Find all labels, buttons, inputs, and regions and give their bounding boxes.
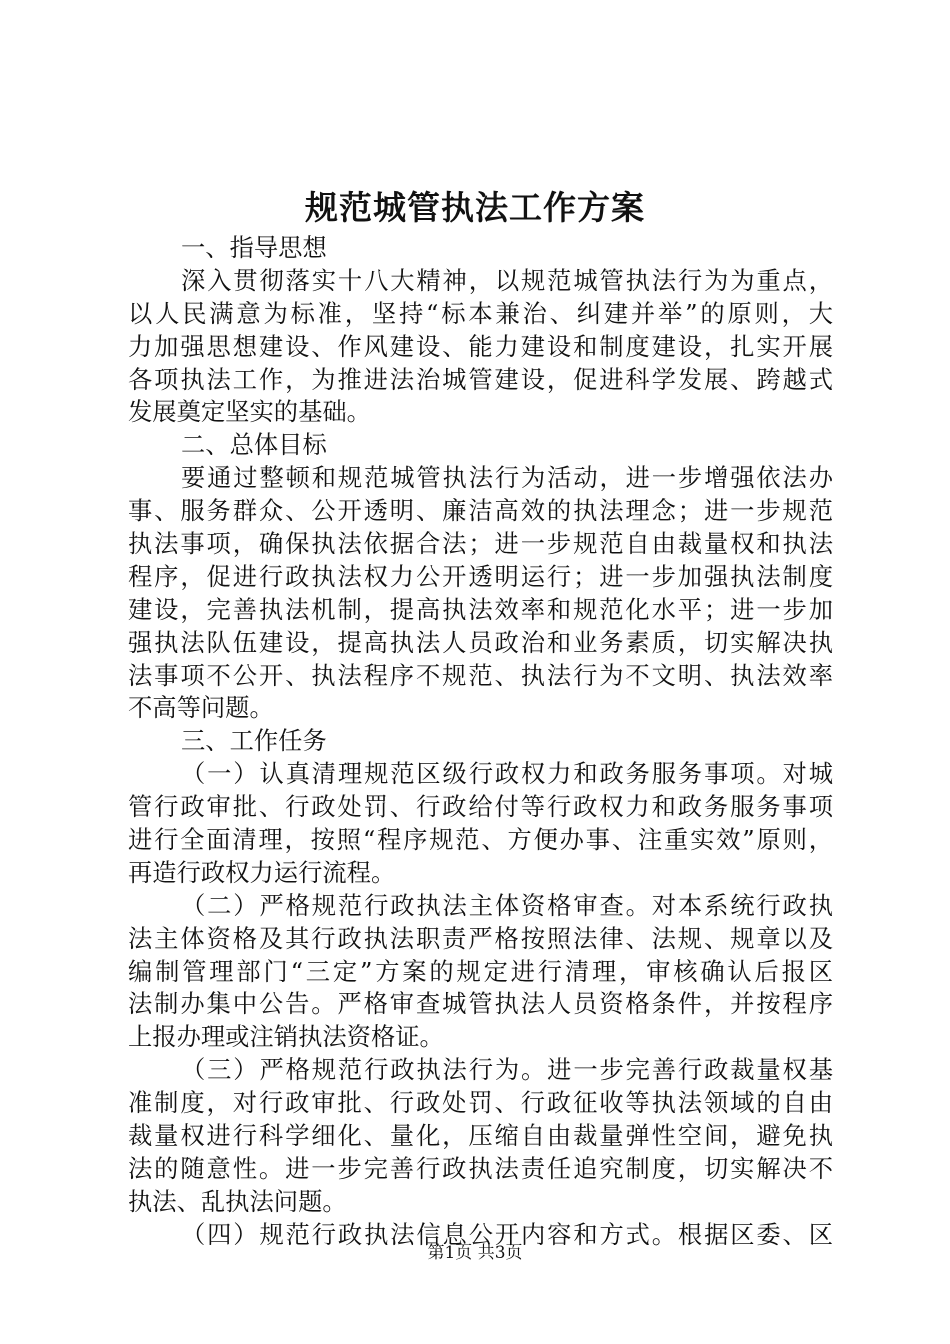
paragraph-line: 裁量权进行科学细化、量化，压缩自由裁量弹性空间，避免执 bbox=[128, 1121, 833, 1151]
paragraph-line: 再造行政权力运行流程。 bbox=[128, 857, 396, 887]
paragraph-line: 管行政审批、行政处罚、行政给付等行政权力和政务服务事项 bbox=[128, 792, 833, 822]
paragraph-line: 程序，促进行政执法权力公开透明运行；进一步加强执法制度 bbox=[128, 561, 833, 591]
paragraph-line: 上报办理或注销执法资格证。 bbox=[128, 1022, 444, 1052]
paragraph-line: 力加强思想建设、作风建设、能力建设和制度建设，扎实开展 bbox=[128, 331, 833, 361]
paragraph-line: 进行全面清理，按照“程序规范、方便办事、注重实效”原则， bbox=[128, 825, 833, 855]
paragraph-line: 编制管理部门“三定”方案的规定进行清理，审核确认后报区 bbox=[128, 956, 833, 986]
section-heading-overall-goal: 二、总体目标 bbox=[181, 430, 327, 460]
paragraph-line: 深入贯彻落实十八大精神，以规范城管执法行为为重点， bbox=[181, 265, 833, 295]
paragraph-line: 要通过整顿和规范城管执法行为活动，进一步增强依法办 bbox=[181, 463, 833, 493]
paragraph-line: 建设，完善执法机制，提高执法效率和规范化水平；进一步加 bbox=[128, 594, 833, 624]
document-body bbox=[128, 232, 833, 1252]
paragraph-line: （四）规范行政执法信息公开内容和方式。根据区委、区 bbox=[181, 1219, 833, 1249]
paragraph-line: 事、服务群众、公开透明、廉洁高效的执法理念；进一步规范 bbox=[128, 496, 833, 526]
page-footer: 第1页 共3页 bbox=[427, 1243, 523, 1263]
paragraph-line: 发展奠定坚实的基础。 bbox=[128, 397, 371, 427]
paragraph-line: 执法、乱执法问题。 bbox=[128, 1186, 347, 1216]
paragraph-line: （一）认真清理规范区级行政权力和政务服务事项。对城 bbox=[181, 759, 833, 789]
paragraph-line: 强执法队伍建设，提高执法人员政治和业务素质，切实解决执 bbox=[128, 627, 833, 657]
paragraph-line: 法的随意性。进一步完善行政执法责任追究制度，切实解决不 bbox=[128, 1153, 833, 1183]
paragraph-line: 法主体资格及其行政执法职责严格按照法律、法规、规章以及 bbox=[128, 923, 833, 953]
section-heading-work-tasks: 三、工作任务 bbox=[181, 726, 327, 756]
section-heading-guiding-thought: 一、指导思想 bbox=[181, 233, 327, 262]
paragraph-line: 以人民满意为标准，坚持“标本兼治、纠建并举”的原则，大 bbox=[128, 298, 833, 328]
paragraph-line: （三）严格规范行政执法行为。进一步完善行政裁量权基 bbox=[181, 1055, 833, 1085]
document-title: 规范城管执法工作方案 bbox=[305, 188, 645, 227]
paragraph-line: 不高等问题。 bbox=[128, 693, 274, 723]
paragraph-line: 法事项不公开、执法程序不规范、执法行为不文明、执法效率 bbox=[128, 660, 833, 690]
paragraph-line: 法制办集中公告。严格审查城管执法人员资格条件，并按程序 bbox=[128, 989, 833, 1019]
paragraph-line: 各项执法工作，为推进法治城管建设，促进科学发展、跨越式 bbox=[128, 364, 833, 394]
paragraph-line: 执法事项，确保执法依据合法；进一步规范自由裁量权和执法 bbox=[128, 529, 833, 559]
paragraph-line: 准制度，对行政审批、行政处罚、行政征收等执法领域的自由 bbox=[128, 1088, 833, 1118]
paragraph-line: （二）严格规范行政执法主体资格审查。对本系统行政执 bbox=[181, 890, 833, 920]
